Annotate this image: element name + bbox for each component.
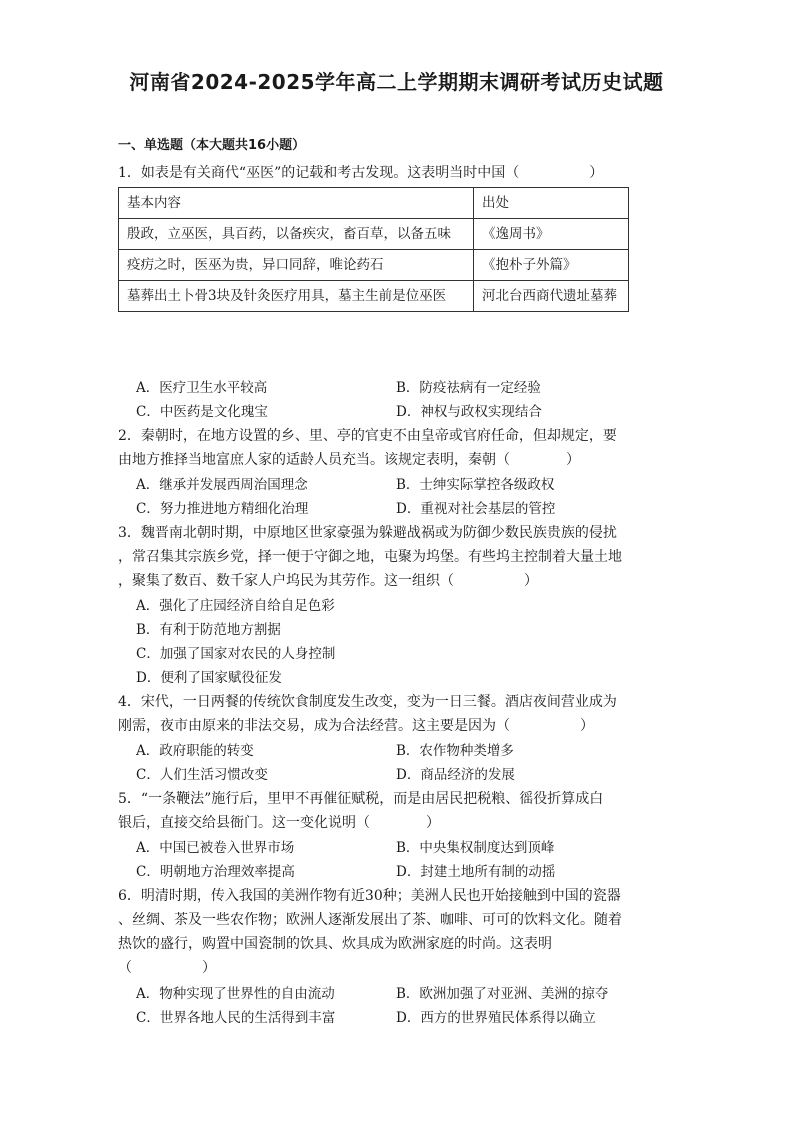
table-header-source: 出处 bbox=[474, 188, 629, 219]
table-cell-source: 河北台西商代遗址墓葬 bbox=[474, 281, 629, 312]
question-5-line: 5．“一条鞭法”施行后，里甲不再催征赋税，而是由居民把税粮、徭役折算成白 bbox=[118, 791, 604, 807]
question-2-line: 2．秦朝时，在地方设置的乡、里、亭的官吏不由皇帝或官府任命，但却规定，要 bbox=[118, 428, 617, 444]
question-3-option-c: C．加强了国家对农民的人身控制 bbox=[136, 646, 336, 662]
question-2-option-c: C．努力推进地方精细化治理 bbox=[136, 501, 309, 517]
question-4-line: 刚需，夜市由原来的非法交易，成为合法经营。这主要是因为（ ） bbox=[118, 718, 594, 734]
question-1-option-c: C．中医药是文化瑰宝 bbox=[136, 404, 268, 420]
question-4-option-b: B．农作物种类增多 bbox=[396, 743, 514, 759]
question-2-option-b: B．士绅实际掌控各级政权 bbox=[396, 477, 555, 493]
section-heading: 一、单选题（本大题共16小题） bbox=[118, 138, 306, 153]
question-4-option-a: A．政府职能的转变 bbox=[136, 743, 254, 759]
question-1-stem: 1．如表是有关商代“巫医”的记载和考古发现。这表明当时中国（ ） bbox=[118, 165, 604, 181]
question-3-option-d: D．便利了国家赋役征发 bbox=[136, 670, 282, 686]
question-6-answer-blank: （ ） bbox=[118, 960, 216, 976]
question-4-option-c: C．人们生活习惯改变 bbox=[136, 767, 268, 783]
question-3-option-a: A．强化了庄园经济自给自足色彩 bbox=[136, 598, 335, 614]
question-1-option-d: D．神权与政权实现结合 bbox=[396, 404, 542, 420]
question-3-line: 3．魏晋南北朝时期，中原地区世家豪强为躲避战祸或为防御少数民族贵族的侵扰 bbox=[118, 525, 617, 541]
question-6-option-a: A．物种实现了世界性的自由流动 bbox=[136, 986, 335, 1002]
table-cell-source: 《逸周书》 bbox=[474, 219, 629, 250]
question-5-line: 银后，直接交给县衙门。这一变化说明（ ） bbox=[118, 815, 440, 831]
question-4-line: 4．宋代，一日两餐的传统饮食制度发生改变，变为一日三餐。酒店夜间营业成为 bbox=[118, 694, 617, 710]
table-header-content: 基本内容 bbox=[119, 188, 474, 219]
question-6-line: 、丝绸、茶及一些农作物；欧洲人逐渐发展出了茶、咖啡、可可的饮料文化。随着 bbox=[118, 912, 622, 928]
question-6-option-b: B．欧洲加强了对亚洲、美洲的掠夺 bbox=[396, 986, 609, 1002]
table-row bbox=[119, 281, 629, 312]
question-3-line: ，常召集其宗族乡党，择一便于守御之地，屯聚为坞堡。有些坞主控制着大量土地 bbox=[118, 549, 622, 565]
question-6-option-d: D．西方的世界殖民体系得以确立 bbox=[396, 1010, 596, 1026]
table-cell-source: 《抱朴子外篇》 bbox=[474, 250, 629, 281]
question-2-line: 由地方推择当地富庶人家的适龄人员充当。该规定表明，秦朝（ ） bbox=[118, 452, 580, 468]
table-cell-content: 殷政，立巫医，具百药，以备疾灾，畜百草，以备五味 bbox=[119, 219, 474, 250]
question-1-option-a: A．医疗卫生水平较高 bbox=[136, 380, 268, 396]
question-1-option-b: B．防疫祛病有一定经验 bbox=[396, 380, 541, 396]
question-5-option-c: C．明朝地方治理效率提高 bbox=[136, 864, 295, 880]
question-6-line: 6．明清时期，传入我国的美洲作物有近30种；美洲人民也开始接触到中国的瓷器 bbox=[118, 888, 621, 904]
question-3-line: ，聚集了数百、数千家人户坞民为其劳作。这一组织（ ） bbox=[118, 573, 538, 589]
question-5-option-a: A．中国已被卷入世界市场 bbox=[136, 840, 295, 856]
table-header-row bbox=[119, 188, 629, 219]
question-6-line: 热饮的盛行，购置中国瓷制的饮具、炊具成为欧洲家庭的时尚。这表明 bbox=[118, 936, 552, 952]
table-row bbox=[119, 250, 629, 281]
question-1-table bbox=[118, 187, 629, 312]
question-2-option-d: D．重视对社会基层的管控 bbox=[396, 501, 556, 517]
table-cell-content: 墓葬出土卜骨3块及针灸医疗用具，墓主生前是位巫医 bbox=[119, 281, 474, 312]
table-row bbox=[119, 219, 629, 250]
question-5-option-d: D．封建土地所有制的动摇 bbox=[396, 864, 556, 880]
table-cell-content: 疫疠之时，医巫为贵，异口同辞，唯论药石 bbox=[119, 250, 474, 281]
question-4-option-d: D．商品经济的发展 bbox=[396, 767, 515, 783]
question-3-option-b: B．有利于防范地方割据 bbox=[136, 622, 281, 638]
question-6-option-c: C．世界各地人民的生活得到丰富 bbox=[136, 1010, 336, 1026]
question-5-option-b: B．中央集权制度达到顶峰 bbox=[396, 840, 555, 856]
question-2-option-a: A．继承并发展西周治国理念 bbox=[136, 477, 308, 493]
exam-title: 河南省2024-2025学年高二上学期期末调研考试历史试题 bbox=[129, 70, 664, 94]
